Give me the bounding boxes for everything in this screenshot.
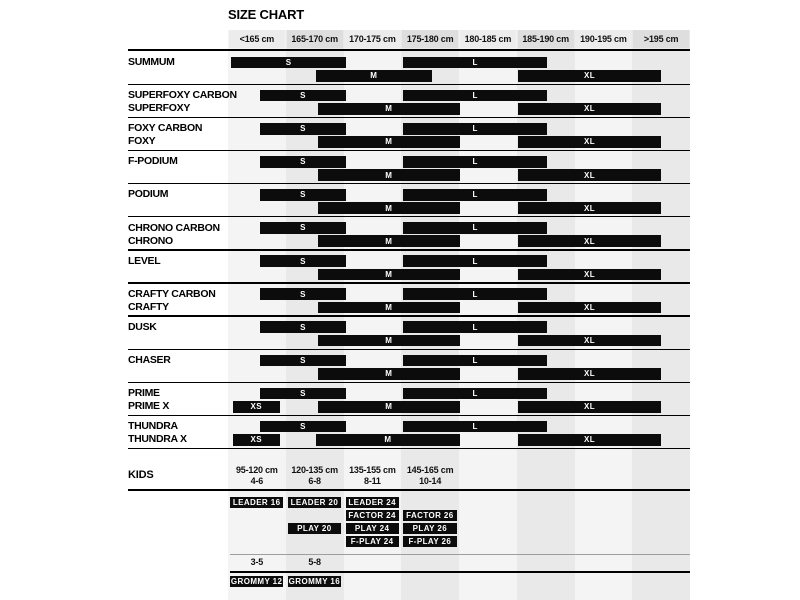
height-column-header: >195 cm [633,30,689,48]
size-bar-xl: XL [518,434,661,446]
kids-header-range: 95-120 cm [236,465,278,475]
model-label-line: F-PODIUM [128,155,178,168]
kids-header-range: 120-135 cm [291,465,338,475]
kids-header-range: 145-165 cm [406,465,454,475]
header-underline [128,49,690,51]
kids-bike-bar: PLAY 20 [288,523,341,534]
row-separator [128,249,690,250]
size-bar-m: M [316,434,460,446]
model-label-line: CHRONO CARBON [128,221,220,234]
size-bar-xl: XL [518,136,661,148]
model-label [128,387,169,414]
size-bar-xl: XL [518,235,661,247]
size-bar-m: M [318,169,461,181]
size-bar-m: M [318,335,461,347]
model-label [128,420,187,447]
model-label [128,89,237,116]
size-bar-m: M [318,368,461,380]
model-label-line: THUNDRA [128,420,178,433]
size-bar-m: M [318,401,461,413]
size-bar-m: M [318,235,461,247]
kids-column-header [401,465,459,486]
kids-bike-bar: FACTOR 26 [403,510,456,521]
model-label [128,56,175,69]
size-bar-l: L [403,421,547,433]
size-bar-s: S [231,57,347,69]
kids-bike-bar: LEADER 16 [230,497,283,508]
height-column-header: 170-175 cm [344,30,400,48]
model-label-line: SUPERFOXY [128,102,191,115]
size-bar-xl: XL [518,70,661,82]
model-label-line: SUMMUM [128,56,175,68]
size-bar-s: S [260,189,347,201]
kids-age-label: 5-8 [308,557,321,567]
size-bar-s: S [260,123,347,135]
model-label [128,222,220,249]
size-bar-s: S [260,421,347,433]
size-bar-s: S [260,388,347,400]
model-label [128,255,160,268]
model-label [128,321,157,334]
kids-balance-bar: GROMMY 16 [288,576,341,586]
model-label-line: CRAFTY [128,300,169,313]
kids-column-header [286,465,344,486]
size-bar-xl: XL [518,335,661,347]
size-bar-l: L [403,255,547,267]
model-label-line: CRAFTY CARBON [128,287,216,300]
size-bar-m: M [318,269,461,281]
model-label-line: LEVEL [128,254,161,267]
kids-header-ages: 4-6 [250,475,264,486]
model-label-line: DUSK [128,320,157,333]
height-column-header: <165 cm [229,30,285,48]
kids-bike-bar: F-PLAY 26 [403,536,456,547]
size-bar-xl: XL [518,103,661,115]
size-bar-s: S [260,355,347,367]
kids-age-label: 3-5 [250,557,264,567]
size-bar-s: S [260,255,347,267]
size-bar-xl: XL [518,202,661,214]
size-bar-l: L [403,222,547,234]
model-label [128,155,178,168]
kids-section-label: KIDS [128,469,154,481]
size-bar-l: L [403,156,547,168]
kids-header-range: 135-155 cm [349,465,396,475]
height-column-header: 175-180 cm [402,30,458,48]
size-bar-m: M [318,103,461,115]
height-column-header: 180-185 cm [460,30,516,48]
row-separator [128,349,690,350]
model-label-line: THUNDRA X [128,433,187,446]
size-bar-s: S [260,321,347,333]
kids-bike-bar: PLAY 26 [403,523,456,534]
size-bar-m: M [318,202,461,214]
model-label [128,354,171,367]
row-separator [128,216,690,217]
size-bar-xl: XL [518,401,661,413]
size-bar-l: L [403,90,547,102]
model-label-line: FOXY [128,135,156,148]
height-column-header: 185-190 cm [518,30,574,48]
kids-balance-bar: GROMMY 12 [230,576,283,586]
page-title: SIZE CHART [228,7,305,22]
size-bar-l: L [403,57,547,69]
size-bar-l: L [403,355,547,367]
size-bar-s: S [260,222,347,234]
size-bar-l: L [403,388,547,400]
size-bar-xs: XS [233,401,280,413]
kids-bike-bar: LEADER 24 [346,497,399,508]
size-bar-xl: XL [518,269,661,281]
row-separator [128,315,690,316]
row-separator [128,415,690,416]
row-separator [128,84,690,85]
kids-header-underline [128,489,690,491]
size-bar-l: L [403,189,547,201]
row-separator [128,117,690,118]
size-bar-s: S [260,90,347,102]
row-separator [128,448,690,449]
kids-bike-bar: F-PLAY 24 [346,536,399,547]
size-bar-m: M [318,302,461,314]
size-bar-xl: XL [518,302,661,314]
kids-column-header [344,465,402,486]
row-separator [128,183,690,184]
row-separator [128,382,690,383]
row-separator [128,150,690,151]
model-label [128,288,216,315]
size-bar-xl: XL [518,169,661,181]
kids-header-ages: 10-14 [419,475,442,486]
size-bar-m: M [316,70,432,82]
kids-bike-bar: FACTOR 24 [346,510,399,521]
row-separator [128,282,690,283]
size-bar-m: M [318,136,461,148]
kids-column-header [228,465,286,486]
kids-bike-bar: LEADER 20 [288,497,341,508]
kids-bike-bar: PLAY 24 [346,523,399,534]
model-label-line: PODIUM [128,188,169,201]
size-bar-s: S [260,156,347,168]
model-label-line: SUPERFOXY CARBON [128,89,237,102]
model-label-line: PRIME X [128,400,170,413]
height-column-header: 190-195 cm [575,30,631,48]
model-label-line: CHASER [128,353,171,366]
model-label-line: PRIME [128,387,160,399]
kids-header-ages: 8-11 [364,475,381,486]
kids-balance-topline [230,571,690,573]
size-bar-l: L [403,321,547,333]
size-bar-s: S [260,288,347,300]
model-label-line: CHRONO [128,234,173,247]
height-column-header: 165-170 cm [287,30,343,48]
kids-age-topline [230,554,690,555]
size-bar-l: L [403,123,547,135]
size-bar-xl: XL [518,368,661,380]
size-bar-xs: XS [233,434,280,446]
kids-header-ages: 6-8 [308,475,321,486]
model-label [128,122,202,149]
size-bar-l: L [403,288,547,300]
model-label-line: FOXY CARBON [128,122,203,135]
model-label [128,188,168,201]
